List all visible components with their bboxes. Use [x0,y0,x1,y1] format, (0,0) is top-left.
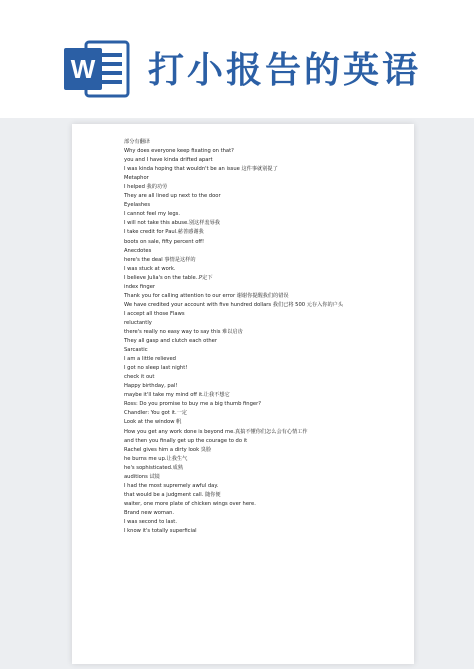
text-line: Thank you for calling attention to our error 谢谢你提醒我们的错误 [124,292,289,299]
page-title: 打小报告的英语 [148,50,422,91]
text-line: Look at the window 帆 [124,419,182,426]
text-line: I had the most supremely awful day. [124,482,219,489]
text-line: here's the deal 事情是这样的 [124,256,196,263]
text-line: he's sophisticated.成熟 [124,464,183,471]
text-line: Eyelashes [124,202,151,209]
text-line: How you get any work done is beyond me.真搞不懂你们怎么会有心情工作 [124,428,308,435]
text-line: reluctantly [124,319,152,326]
text-line: I will not take this abuse.别这样羞辱我 [124,220,220,227]
text-line: that would be a judgment call. 随你便 [124,491,221,498]
text-line: Rachel gives him a dirty look 臭脸 [124,446,212,453]
text-line: Why does everyone keep fixating on that? [124,148,234,155]
header-banner [0,0,474,118]
text-line: Chandler: You got it.一定 [124,410,187,417]
text-line: Anecdotes [124,247,152,254]
text-line: I know it's totally superficial [124,528,197,535]
text-line: I was second to last. [124,518,177,525]
text-line: you and I have kinda drifted apart [124,157,213,164]
text-line: 部分有翻译 [124,139,150,145]
text-line: I helped 我的功劳 [124,184,168,191]
text-line: Metaphor [124,175,149,182]
text-line: I accept all those Flaws [124,310,185,317]
text-line: Ross: Do you promise to buy me a big thumb finger? [124,401,261,408]
text-line: auditions 试镜 [124,473,160,480]
text-line: maybe it'll take my mind off it.让我不想它 [124,392,230,399]
text-line: there's really no easy way to say this 难以启齿 [124,328,243,335]
text-line: and then you finally get up the courage to do it [124,437,248,444]
text-line: I believe Julia's on the table..P定下 [124,274,213,281]
document-page [72,124,414,664]
text-line: check it out [124,374,155,381]
text-line: I am a little relieved [124,356,176,363]
text-line: I was stuck at work. [124,265,176,272]
text-line: We have credited your account with five hundred dollars 我们已将 500 元存入你的户头 [124,301,344,308]
text-line: Sarcastic [124,347,148,354]
text-line: I was kinda hoping that wouldn't be an issue 这件事就别提了 [124,166,278,173]
text-line: index finger [124,283,156,290]
text-line: I got no sleep last night! [124,365,188,372]
text-line: I take credit for Paul.慈善感谢我 [124,229,204,236]
word-icon-letter: W [70,54,96,84]
text-line: waiter, one more plate of chicken wings over here. [124,500,256,507]
text-line: They all gasp and clutch each other [124,338,217,345]
text-line: Brand new woman. [124,509,175,516]
text-line: he burns me up.让我生气 [124,455,188,462]
text-line: boots on sale, fifty percent off! [124,238,205,245]
document-text [124,138,406,536]
text-line: I cannot feel my legs. [124,211,180,218]
text-line: They are all lined up next to the door [124,193,221,200]
text-line: Happy birthday, pal! [124,383,178,390]
word-document-icon [64,40,130,98]
